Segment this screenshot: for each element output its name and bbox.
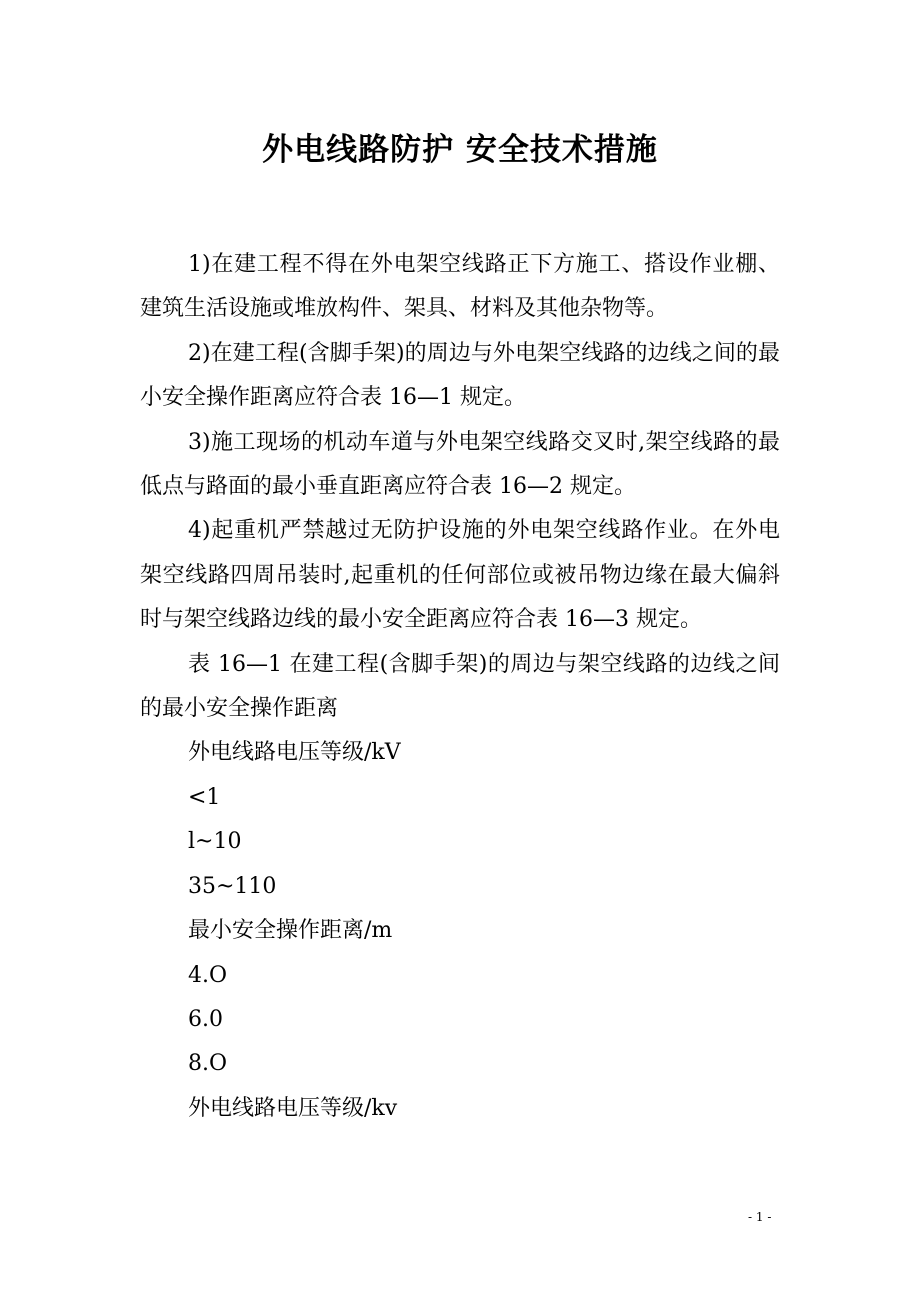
document-body bbox=[140, 243, 780, 1131]
paragraph-4: 4)起重机严禁越过无防护设施的外电架空线路作业。在外电架空线路四周吊装时,起重机的任何部位或被吊物边缘在最大偏斜时与架空线路边线的最小安全距离应符合表 16—3 规定。 bbox=[140, 518, 780, 633]
page-title: 外电线路防护 安全技术措施 bbox=[262, 132, 658, 168]
table-header-distance: 最小安全操作距离/m bbox=[188, 918, 393, 944]
table-caption: 表 16—1 在建工程(含脚手架)的周边与架空线路的边线之间的最小安全操作距离 bbox=[140, 651, 780, 722]
table-cell-distance-3: 8.O bbox=[188, 1051, 228, 1077]
table-cell-voltage-3: 35~110 bbox=[188, 873, 277, 899]
paragraph-2: 2)在建工程(含脚手架)的周边与外电架空线路的边线之间的最小安全操作距离应符合表 16—1 规定。 bbox=[140, 340, 780, 411]
table-header-voltage-next: 外电线路电压等级/kv bbox=[188, 1095, 398, 1121]
table-header-voltage: 外电线路电压等级/kV bbox=[188, 740, 401, 766]
paragraph-3: 3)施工现场的机动车道与外电架空线路交叉时,架空线路的最低点与路面的最小垂直距离应符合表 16—2 规定。 bbox=[140, 429, 780, 500]
page-number: - 1 - bbox=[748, 1210, 772, 1224]
table-cell-distance-2: 6.0 bbox=[188, 1006, 223, 1032]
table-cell-voltage-1: <1 bbox=[188, 784, 221, 810]
table-cell-voltage-2: l~10 bbox=[188, 829, 242, 855]
paragraph-1: 1)在建工程不得在外电架空线路正下方施工、搭设作业棚、建筑生活设施或堆放构件、架具、材料及其他杂物等。 bbox=[140, 252, 780, 322]
table-cell-distance-1: 4.O bbox=[188, 962, 228, 988]
